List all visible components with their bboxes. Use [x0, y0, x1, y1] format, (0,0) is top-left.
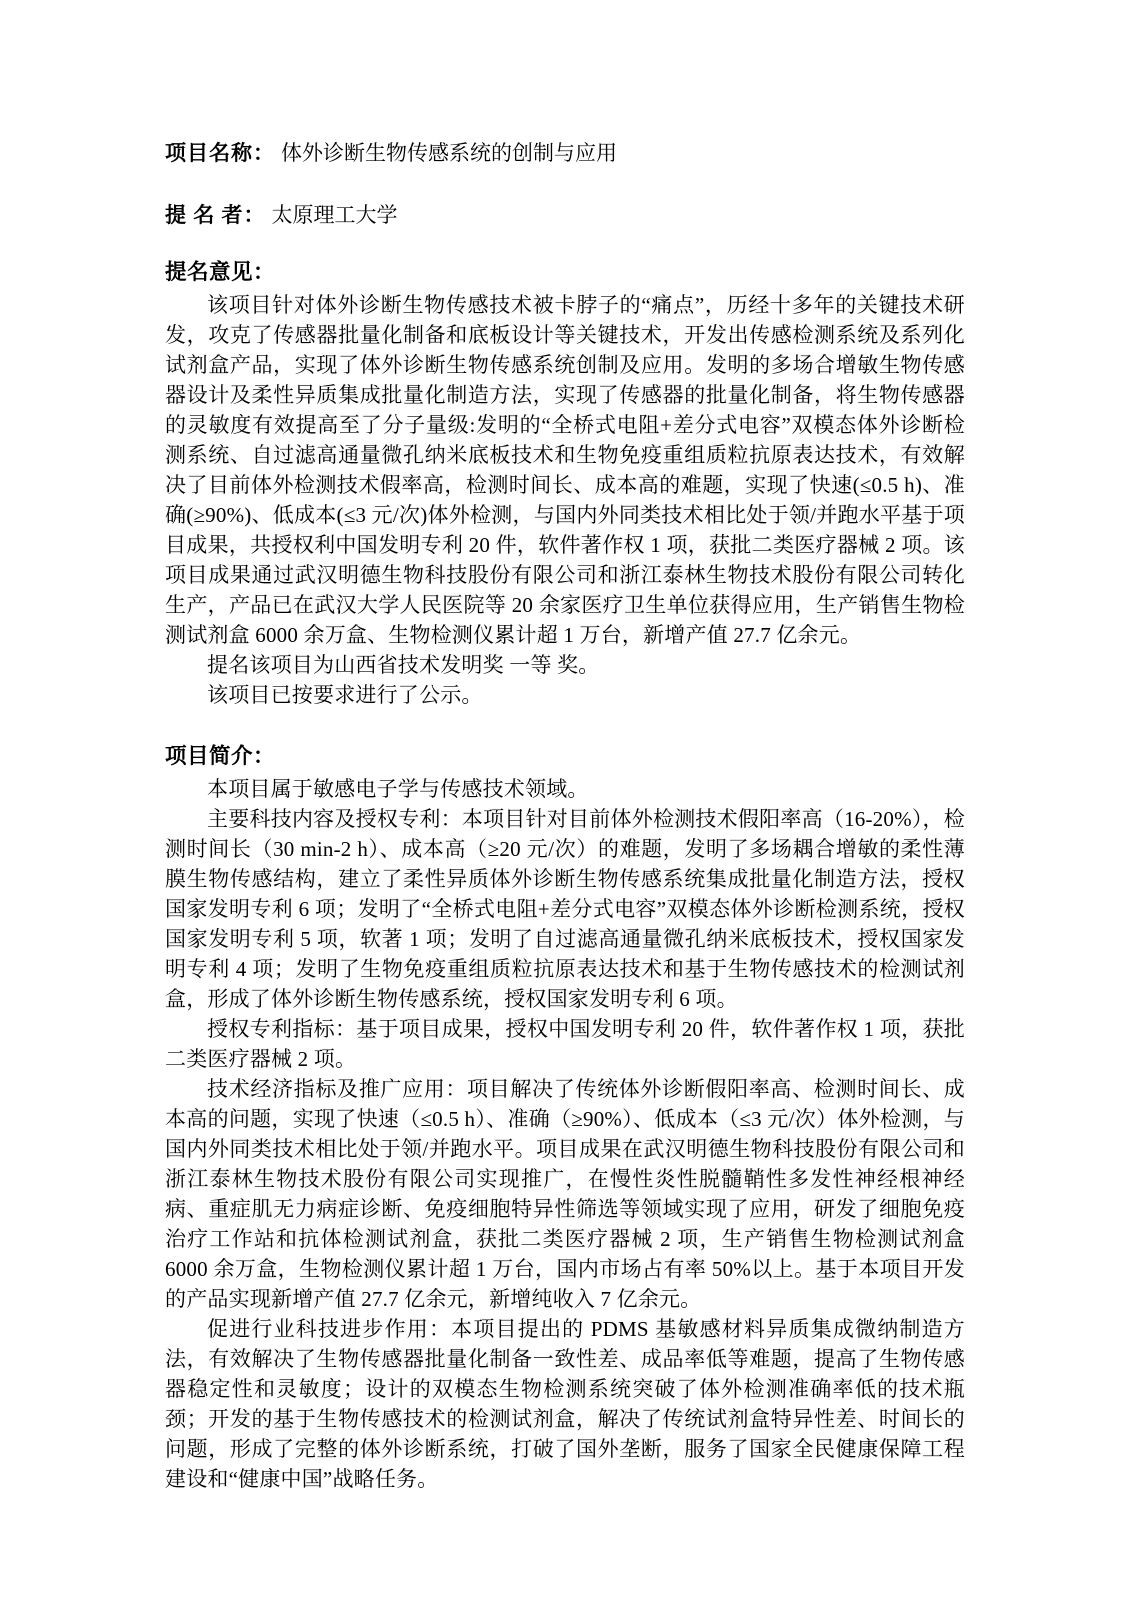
- intro-section-heading: 项目简介：: [165, 744, 276, 768]
- nomination-paragraph-1: 该项目针对体外诊断生物传感技术被卡脖子的“痛点”，历经十多年的关键技术研发，攻克了传感器批量化制备和底板设计等关键技术，开发出传感检测系统及系列化试剂盒产品，实现了体外诊断生物传感系统创制及应用。发明的多场合增敏生物传感器设计及柔性异质集成批量化制造方法，实现了传感器的批量化制备，将生物传感器的灵敏度有效提高至了分子量级:发明的“全桥式电阻+差分式电容”双模态体外诊断检测系统、自过滤高通量微孔纳米底板技术和生物免疫重组质粒抗原表达技术，有效解决了目前体外检测技术假率高，检测时间长、成本高的难题，实现了快速(≤0.5 h)、准确(≥90%)、低成本(≤3 元/次)体外检测，与国内外同类技术相比处于领/并跑水平基于项目成果，共授权利中国发明专利 20 件，软件著作权 1 项，获批二类医疗器械 2 项。该项目成果通过武汉明德生物科技股份有限公司和浙江泰林生物技术股份有限公司转化生产，产品已在武汉大学人民医院等 20 余家医疗卫生单位获得应用，生产销售生物检测试剂盒 6000 余万盒、生物检测仪累计超 1 万台，新增产值 27.7 亿余元。: [165, 293, 965, 647]
- intro-paragraph-5: 促进行业科技进步作用：本项目提出的 PDMS 基敏感材料异质集成微纳制造方法，有效解决了生物传感器批量化制备一致性差、成品率低等难题，提高了生物传感器稳定性和灵敏度；设计的双模态生物检测系统突破了体外检测准确率低的技术瓶颈；开发的基于生物传感技术的检测试剂盒，解决了传统试剂盒特异性差、时间长的问题，形成了完整的体外诊断系统，打破了国外垄断，服务了国家全民健康保障工程建设和“健康中国”战略任务。: [165, 1317, 965, 1491]
- nomination-section-heading: 提名意见：: [165, 260, 276, 284]
- intro-paragraph-2: 主要科技内容及授权专利：本项目针对目前体外检测技术假阳率高（16-20%），检测时间长（30 min-2 h）、成本高（≥20 元/次）的难题，发明了多场耦合增敏的柔性薄膜生物传感结构，建立了柔性异质体外诊断生物传感系统集成批量化制造方法，授权国家发明专利 6 项；发明了“全桥式电阻+差分式电容”双模态体外诊断检测系统，授权国家发明专利 5 项，软著 1 项；发明了自过滤高通量微孔纳米底板技术，授权国家发明专利 4 项；发明了生物免疫重组质粒抗原表达技术和基于生物传感技术的检测试剂盒，形成了体外诊断生物传感系统，授权国家发明专利 6 项。: [165, 807, 965, 1011]
- nomination-paragraph-2: 提名该项目为山西省技术发明奖 一等 奖。: [207, 653, 600, 677]
- intro-paragraph-1: 本项目属于敏感电子学与传感技术领域。: [207, 777, 589, 801]
- project-name-value: 体外诊断生物传感系统的创制与应用: [281, 141, 617, 165]
- nominator-value: 太原理工大学: [271, 203, 398, 227]
- intro-paragraph-3: 授权专利指标：基于项目成果，授权中国发明专利 20 件，软件著作权 1 项，获批二类医疗器械 2 项。: [165, 1017, 965, 1071]
- nomination-paragraph-3: 该项目已按要求进行了公示。: [207, 683, 483, 707]
- nominator-row: [165, 202, 965, 228]
- nominator-label: 提 名 者：: [165, 203, 266, 227]
- project-name-row: [165, 140, 965, 166]
- project-name-label: 项目名称：: [165, 141, 275, 165]
- intro-paragraph-4: 技术经济指标及推广应用：项目解决了传统体外诊断假阳率高、检测时间长、成本高的问题，实现了快速（≤0.5 h）、准确（≥90%）、低成本（≤3 元/次）体外检测，与国内外同类技术相比处于领/并跑水平。项目成果在武汉明德生物科技股份有限公司和浙江泰林生物技术股份有限公司实现推广，在慢性炎性脱髓鞘性多发性神经根神经病、重症肌无力病症诊断、免疫细胞特异性筛选等领域实现了应用，研发了细胞免疫治疗工作站和抗体检测试剂盒，获批二类医疗器械 2 项，生产销售生物检测试剂盒 6000 余万盒，生物检测仪累计超 1 万台，国内市场占有率 50%以上。基于本项目开发的产品实现新增产值 27.7 亿余元，新增纯收入 7 亿余元。: [165, 1077, 965, 1311]
